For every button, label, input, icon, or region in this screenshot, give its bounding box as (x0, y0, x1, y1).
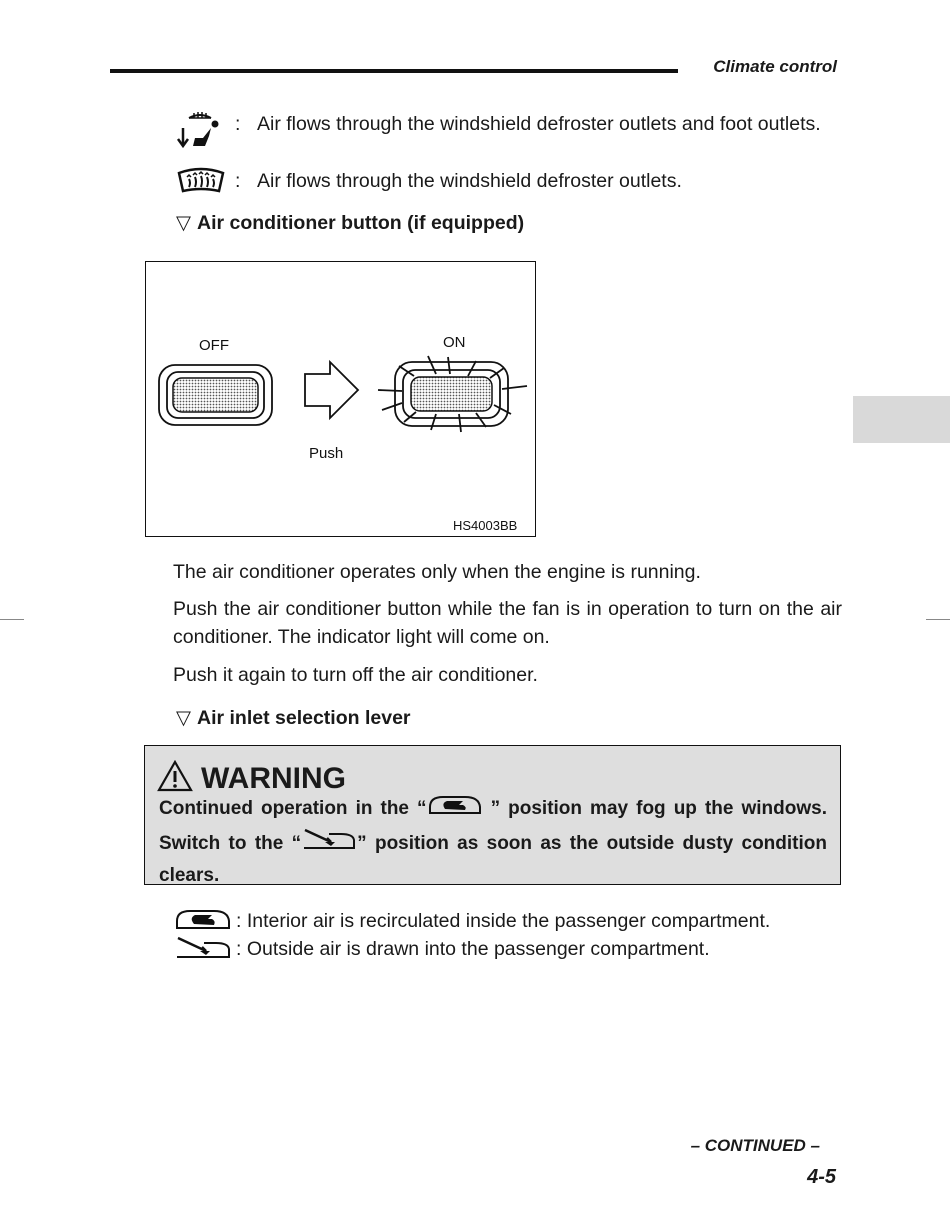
warning-text-part: ” position as soon as the outside dusty condition clears. (159, 833, 827, 886)
mode-item-defrost-foot (175, 110, 842, 160)
ac-heading-text: Air conditioner button (if equipped) (197, 212, 525, 234)
mode-colon: : (235, 170, 241, 192)
warning-text (159, 793, 827, 890)
figure-on-label: ON (443, 334, 466, 351)
triangle-marker-icon: ▽ (176, 212, 191, 234)
warning-text-part: ” position may fog up the windows. Switch to the “ (159, 798, 828, 854)
warning-header (157, 760, 346, 797)
warning-box (144, 745, 841, 885)
figure-off-label: OFF (199, 337, 229, 354)
mode-text: Air flows through the windshield defroster outlets and foot outlets. (257, 113, 821, 135)
crop-mark-right (926, 619, 950, 620)
ac-paragraph: Push the air conditioner button while the fan is in operation to turn on the air conditioner. The indicator light will come on. (173, 598, 842, 648)
warning-title: WARNING (201, 761, 346, 795)
page-number: 4-5 (807, 1166, 836, 1188)
defrost-foot-icon (175, 110, 235, 160)
ac-heading (176, 211, 524, 235)
lever-item-text: : Interior air is recirculated inside the passenger compartment. (236, 910, 771, 932)
inlet-heading (176, 706, 411, 730)
section-title: Climate control (713, 57, 837, 76)
ac-paragraph: Push it again to turn off the air conditioner. (173, 664, 538, 686)
lever-item-text: : Outside air is drawn into the passenger compartment. (236, 938, 710, 960)
crop-mark-left (0, 619, 24, 620)
header-rule (110, 69, 678, 73)
mode-text: Air flows through the windshield defroster outlets. (257, 170, 682, 192)
triangle-marker-icon: ▽ (176, 707, 191, 729)
figure-push-label: Push (309, 445, 344, 462)
mode-item-defrost (175, 167, 842, 205)
defrost-icon (175, 167, 235, 205)
continued-label: – CONTINUED – (690, 1136, 820, 1155)
ac-paragraph: The air conditioner operates only when the engine is running. (173, 561, 701, 583)
ac-button-figure (145, 261, 536, 537)
lever-item-outside (174, 935, 854, 969)
chapter-tab (853, 396, 950, 443)
outside-air-icon (174, 935, 236, 969)
warning-triangle-icon (157, 760, 193, 797)
inlet-heading-text: Air inlet selection lever (197, 707, 411, 729)
figure-code: HS4003BB (453, 518, 518, 533)
recirculate-icon (427, 793, 483, 826)
mode-colon: : (235, 113, 241, 135)
ac-button-drawing (146, 262, 534, 534)
warning-text-part: Continued operation in the “ (159, 798, 427, 819)
outside-air-icon (301, 826, 357, 861)
